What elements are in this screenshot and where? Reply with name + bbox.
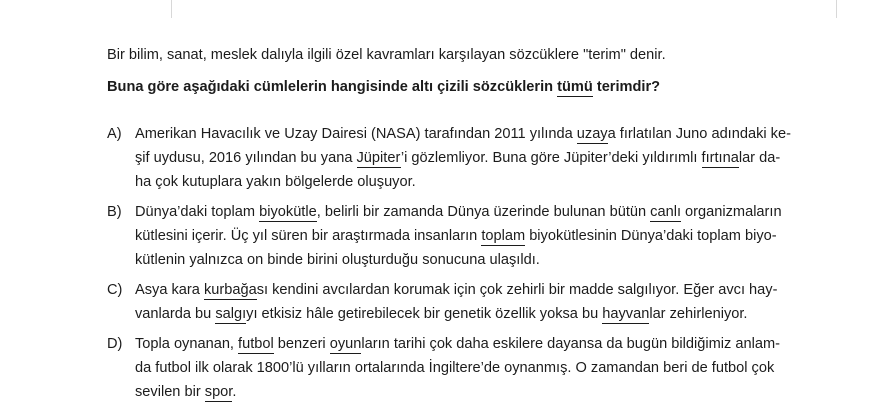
option-text: Amerikan Havacılık ve Uzay Dairesi (NASA) tarafından 2011 yılında [135,126,577,142]
option-text: sı kendini avcılardan korumak için çok zehirli bir madde salgılıyor. Eğer avcı hay- [256,282,778,298]
page-border-left [171,0,172,18]
option-text: Topla oynanan, [135,336,239,352]
option-text-line [135,150,780,166]
option-text-line [135,228,777,244]
option-text-line [135,360,774,376]
option-text: a fırlatılan Juno adındaki ke- [607,126,791,142]
option-text-line [135,306,747,322]
option-text-line [135,204,782,220]
underlined-word: kurbağa [203,282,257,298]
underlined-word: uzay [576,126,608,142]
option-text: lar zehirleniyor. [649,306,748,322]
option-text: şif uydusu, 2016 yılından bu yana [135,150,357,166]
option-text: biyokütlesinin Dünya’daki toplam biyo- [525,228,777,244]
option-text-line [135,282,777,298]
option-text: kütlesini içerir. Üç yıl süren bir araştırmada insanların [135,228,482,244]
option-text: Dünya’daki toplam [135,204,260,220]
option-letter: B) [107,204,122,220]
underlined-word: futbol [238,336,274,352]
option-text-line [135,174,416,190]
option-text: . [232,384,237,400]
question-prompt-underlined: tümü [557,79,593,95]
question-intro: Bir bilim, sanat, meslek dalıyla ilgili özel kavramları karşılayan sözcüklere "terim" denir. [107,47,666,63]
question-prompt-part: terimdir? [592,79,661,95]
option-text: ha çok kutuplara yakın bölgelerde oluşuyor. [135,174,416,190]
underlined-word: oyun [329,336,362,352]
option-text: Asya kara [135,282,204,298]
option-text-line [135,336,780,352]
underlined-word: Jüpiter [356,150,401,166]
underlined-word: toplam [481,228,526,244]
underlined-word: fırtına [701,150,739,166]
underlined-word: spor [204,384,233,400]
option-text: organizmaların [681,204,782,220]
underlined-word: hayvan [602,306,650,322]
option-text: vanlarda bu [135,306,216,322]
option-text-line [135,126,791,142]
option-text-line [135,384,236,400]
underlined-word: biyokütle [259,204,317,220]
underlined-word: salgı [215,306,247,322]
option-text: ’i gözlemliyor. Buna göre Jüpiter’deki yıldırımlı [400,150,702,166]
option-letter: C) [107,282,123,298]
option-text: yı etkisiz hâle getirebilecek bir genetik özellik yoksa bu [246,306,603,322]
option-text: benzeri [273,336,330,352]
question-prompt-part: Buna göre aşağıdaki cümlelerin hangisinde altı çizili sözcüklerin [107,79,558,95]
question-prompt [107,79,660,95]
option-text: sevilen bir [135,384,205,400]
option-text: lar da- [738,150,781,166]
option-text: ların tarihi çok daha eskilere dayansa da bugün bildiğimiz anlam- [361,336,780,352]
option-letter: D) [107,336,123,352]
page-border-right [836,0,837,18]
option-text: , belirli bir zamanda Dünya üzerinde bulunan bütün [316,204,651,220]
option-text-line [135,252,540,268]
option-letter: A) [107,126,122,142]
option-text: da futbol ilk olarak 1800’lü yılların ortalarında İngiltere’de oynanmış. O zamandan beri de futbol çok [135,360,775,376]
option-text: kütlenin yalnızca on binde birini oluşturduğu sonucuna ulaşıldı. [135,252,540,268]
underlined-word: canlı [650,204,681,220]
